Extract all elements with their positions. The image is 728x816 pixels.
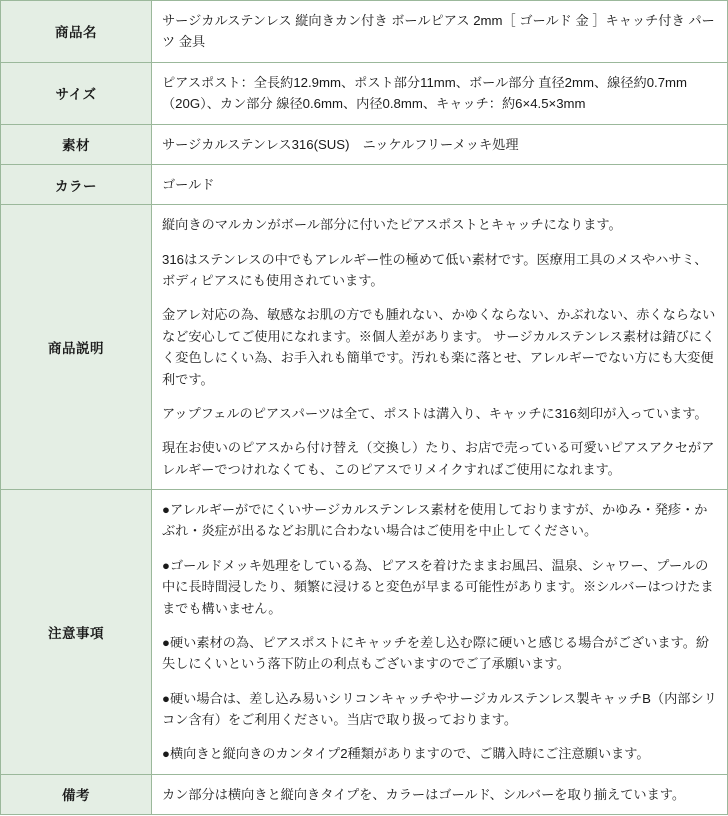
size-text: ピアスポスト：全長約12.9mm、ポスト部分11mm、ボール部分 直径2mm、線径約0.7mm（20G）、カン部分 線径0.6mm、内径0.8mm、キャッチ：約6×4.5×3mm bbox=[162, 74, 688, 112]
note-item-1: ●アレルギーがでにくいサージカルステンレス素材を使用しておりますが、かゆみ・発疹・かぶれ・炎症が出るなどお肌に合わない場合はご使用を中止してください。 bbox=[162, 502, 708, 539]
row-label-color: カラー bbox=[1, 164, 152, 204]
note-item-2: ●ゴールドメッキ処理をしている為、ピアスを着けたままお風呂、温泉、シャワー、プールの中に長時間浸したり、頻繁に浸けると変色が早まる可能性があります。※シルバーはつけたままでも構いません。 bbox=[162, 557, 714, 616]
note-item-3: ●硬い素材の為、ピアスポストにキャッチを差し込む際に硬いと感じる場合がございます。紛失しにくいという落下防止の利点もございますのでご了承願います。 bbox=[162, 634, 710, 672]
note-item-5: ●横向きと縦向きのカンタイプ2種類がありますので、ご購入時にご注意願います。 bbox=[162, 746, 650, 762]
material-text: サージカルステンレス316(SUS) ニッケルフリーメッキ処理 bbox=[162, 136, 519, 152]
row-value-material bbox=[152, 124, 728, 164]
table-row-color bbox=[1, 164, 728, 204]
table-row-remarks bbox=[1, 774, 728, 814]
remarks-text: カン部分は横向きと縦向きタイプを、カラーはゴールド、シルバーを取り揃えています。 bbox=[162, 786, 686, 802]
row-value-color bbox=[152, 164, 728, 204]
row-label-notes: 注意事項 bbox=[1, 490, 152, 775]
row-label-product-name: 商品名 bbox=[1, 1, 152, 63]
description-paragraph-5: 現在お使いのピアスから付け替え（交換し）たり、お店で売っている可愛いピアスアクセがアレルギーでつけれなくても、このピアスでリメイクすればご使用になれます。 bbox=[162, 440, 715, 477]
table-row-size bbox=[1, 62, 728, 124]
row-value-notes bbox=[152, 490, 728, 775]
product-name-text: サージカルステンレス 縦向きカン付き ボールピアス 2mm［ ゴールド 金 ］キャッチ付き パーツ 金具 bbox=[162, 13, 715, 50]
table-row-description bbox=[1, 205, 728, 490]
description-paragraph-1: 縦向きのマルカンがボール部分に付いたピアスポストとキャッチになります。 bbox=[162, 217, 622, 233]
table-row-material bbox=[1, 124, 728, 164]
row-label-material: 素材 bbox=[1, 124, 152, 164]
row-value-description bbox=[152, 205, 728, 490]
row-value-size bbox=[152, 62, 728, 124]
row-label-remarks: 備考 bbox=[1, 774, 152, 814]
description-paragraph-2: 316はステンレスの中でもアレルギー性の極めて低い素材です。医療用工具のメスやハサミ、ボディピアスにも使用されています。 bbox=[162, 251, 708, 288]
row-label-size: サイズ bbox=[1, 62, 152, 124]
spec-table-body bbox=[1, 1, 728, 815]
note-item-4: ●硬い場合は、差し込み易いシリコンキャッチやサージカルステンレス製キャッチB（内部シリコン含有）をご利用ください。当店で取り扱っております。 bbox=[162, 690, 717, 727]
description-paragraph-3: 金アレ対応の為、敏感なお肌の方でも腫れない、かゆくならない、かぶれない、赤くならないなど安心してご使用になれます。※個人差があります。 サージカルステンレス素材は錆びにくく変色しにくい為、お手入れも簡単です。汚れも楽に落とせ、アレルギーでない方にも大変便利です。 bbox=[162, 307, 716, 387]
color-text: ゴールド bbox=[162, 176, 215, 192]
table-row-product-name bbox=[1, 1, 728, 63]
row-value-remarks bbox=[152, 774, 728, 814]
table-row-notes bbox=[1, 490, 728, 775]
row-value-product-name bbox=[152, 1, 728, 63]
description-paragraph-4: アップフェルのピアスパーツは全て、ポストは溝入り、キャッチに316刻印が入っています。 bbox=[162, 405, 708, 421]
row-label-description: 商品説明 bbox=[1, 205, 152, 490]
